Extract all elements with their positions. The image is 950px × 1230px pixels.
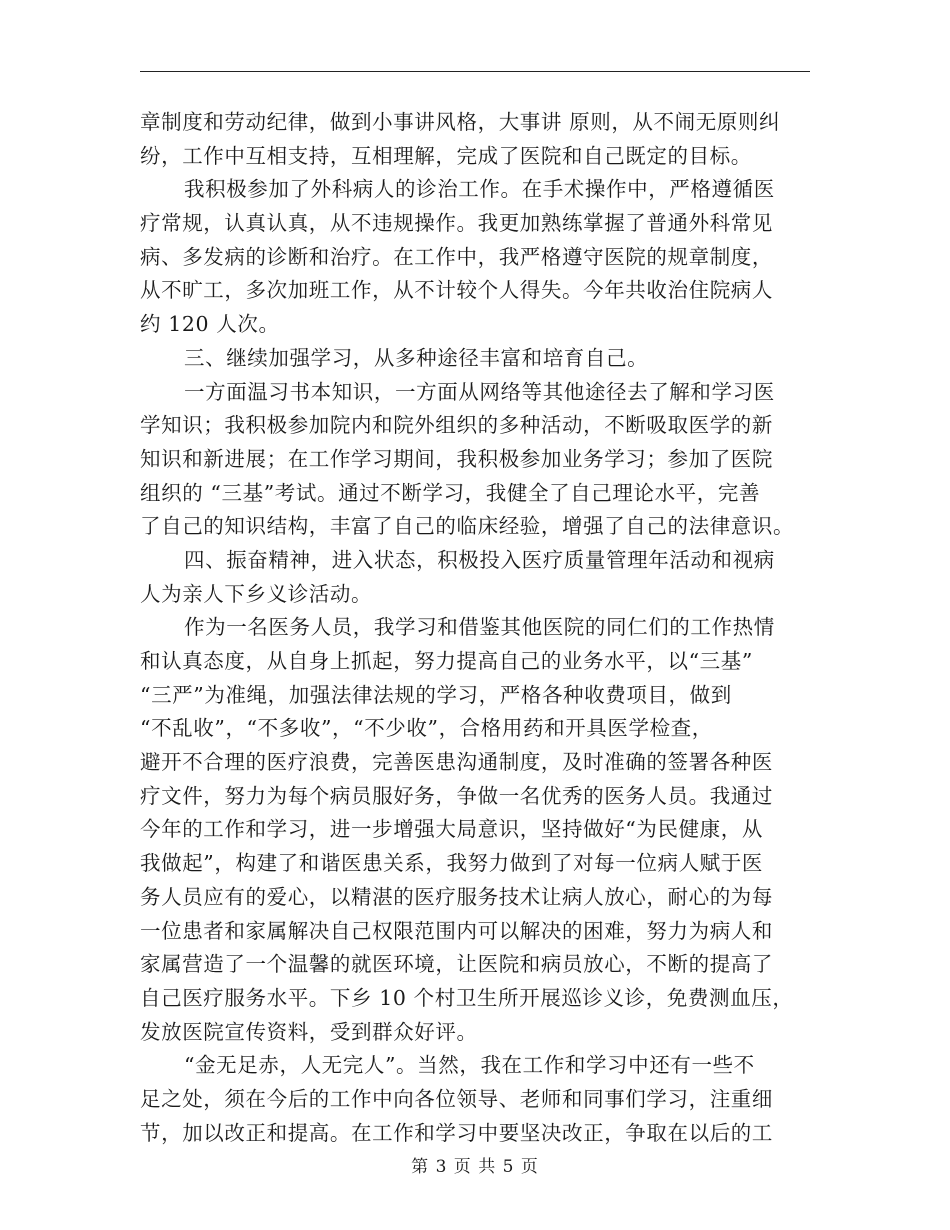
text-line: 今年的工作和学习，进一步增强大局意识，坚持做好“为民健康，从 (140, 817, 763, 842)
text-line: 了自己的知识结构，丰富了自己的临床经验，增强了自己的法律意识。 (140, 514, 795, 539)
text-line: 学知识；我积极参加院内和院外组织的多种活动，不断吸取医学的新 (140, 413, 773, 438)
text-line: 自己医疗服务水平。下乡 10 个村卫生所开展巡诊义诊，免费测血压， (140, 985, 794, 1010)
text-line: “三严”为准绳，加强法律法规的学习，严格各种收费项目，做到 (140, 682, 732, 707)
text-line: 我做起”，构建了和谐医患关系，我努力做到了对每一位病人赋于医 (140, 851, 763, 876)
text-line: 从不旷工，多次加班工作，从不计较个人得失。今年共收治住院病人 (140, 278, 773, 303)
text-line: 家属营造了一个温馨的就医环境，让医院和病员放心，不断的提高了 (140, 952, 773, 977)
text-line: “不乱收”，“不多收”，“不少收”，合格用药和开具医学检查， (140, 716, 713, 741)
text-line: 发放医院宣传资料，受到群众好评。 (140, 1019, 478, 1044)
text-line: 章制度和劳动纪律，做到小事讲风格，大事讲 原则，从不闹无原则纠 (140, 110, 781, 134)
text-line: 纷，工作中互相支持，互相理解，完成了医院和自己既定的目标。 (140, 143, 752, 168)
text-line: 知识和新进展；在工作学习期间，我积极参加业务学习；参加了医院 (140, 446, 773, 471)
text-line: 病、多发病的诊断和治疗。在工作中，我严格遵守医院的规章制度， (140, 244, 773, 269)
text-line: 疗文件，努力为每个病员服好务，争做一名优秀的医务人员。我通过 (140, 783, 773, 808)
text-line: 约 120 人次。 (140, 312, 280, 337)
text-line: 一方面温习书本知识，一方面从网络等其他途径去了解和学习医 (184, 379, 775, 404)
text-line: 务人员应有的爱心，以精湛的医疗服务技术让病人放心，耐心的为每 (140, 884, 773, 909)
text-line: 疗常规，认真认真，从不违规操作。我更加熟练掌握了普通外科常见 (140, 211, 773, 236)
text-line: 避开不合理的医疗浪费，完善医患沟通制度，及时准确的签署各种医 (140, 750, 773, 775)
text-line: 我积极参加了外科病人的诊治工作。在手术操作中，严格遵循医 (184, 177, 775, 202)
text-line: 一位患者和家属解决自己权限范围内可以解决的困难，努力为病人和 (140, 918, 773, 943)
text-line: 组织的 “三基”考试。通过不断学习，我健全了自己理论水平，完善 (140, 480, 761, 505)
text-line: 作为一名医务人员，我学习和借鉴其他医院的同仁们的工作热情 (184, 615, 775, 640)
text-line: 节，加以改正和提高。在工作和学习中要坚决改正，争取在以后的工 (140, 1120, 773, 1145)
text-line: 足之处，须在今后的工作中向各位领导、老师和同事们学习，注重细 (140, 1086, 773, 1111)
page-number: 第 3 页 共 5 页 (411, 1157, 539, 1177)
text-line: 人为亲人下乡义诊活动。 (140, 581, 373, 606)
text-line: “金无足赤，人无完人”。当然，我在工作和学习中还有一些不 (184, 1053, 755, 1078)
text-line: 和认真态度，从自身上抓起，努力提高自己的业务水平，以“三基” (140, 649, 753, 673)
text-line: 四、振奋精神，进入状态，积极投入医疗质量管理年活动和视病 (184, 547, 775, 572)
document-body (140, 106, 820, 1150)
text-line: 三、继续加强学习，从多种途径丰富和培育自己。 (184, 345, 649, 370)
header-rule (140, 71, 810, 72)
